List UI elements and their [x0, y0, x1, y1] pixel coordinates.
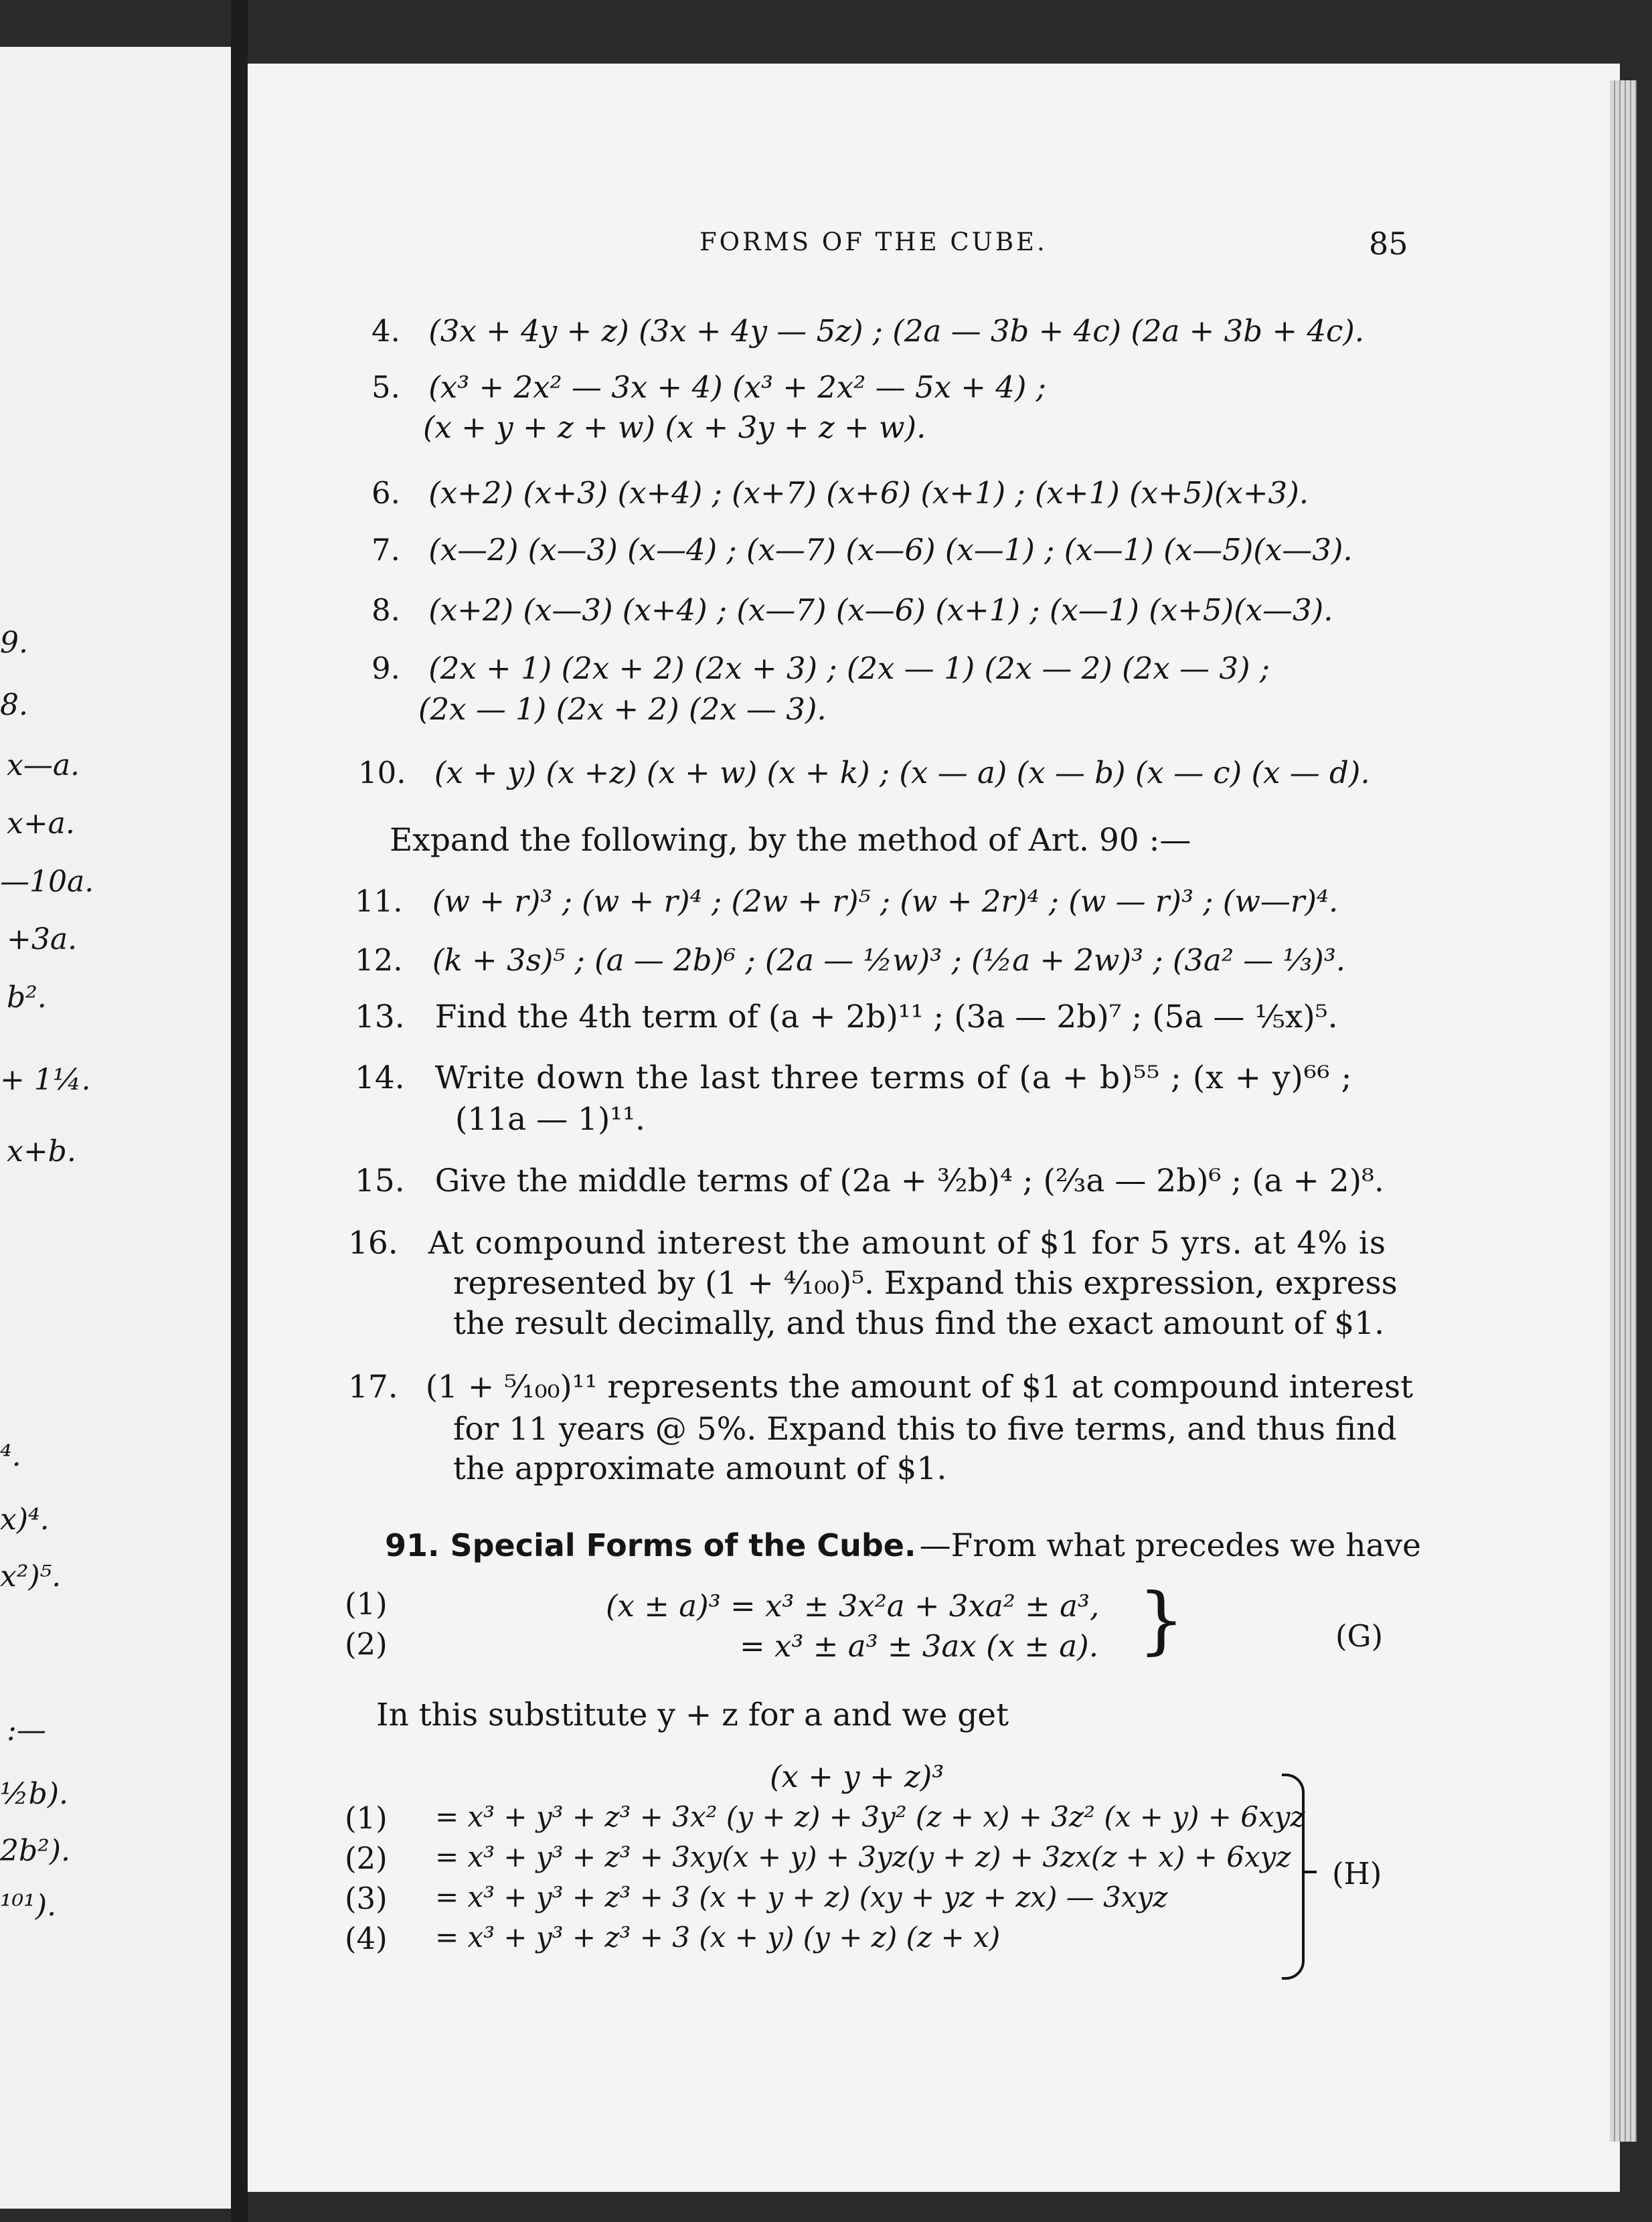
- left-page-fragment: x)⁴.: [0, 1503, 50, 1537]
- exercise-6: [371, 475, 1309, 511]
- problem-number: 12.: [355, 942, 403, 978]
- exercise-9: [371, 651, 1270, 686]
- problem-line: (k + 3s)⁵ ; (a — 2b)⁶ ; (2a — ½w)³ ; (½a + 2w)³ ; (3a² — ⅓)³.: [432, 942, 1346, 978]
- problem-line: for 11 years @ 5%. Expand this to five terms, and thus find: [453, 1411, 1397, 1448]
- book-gutter: [231, 0, 248, 2222]
- left-page-fragment: 2b²).: [0, 1834, 70, 1868]
- problem-line: (11a — 1)¹¹.: [455, 1101, 645, 1138]
- left-page-fragment: ¹⁰¹).: [0, 1889, 57, 1923]
- formula-number: (2): [345, 1841, 388, 1876]
- section-title: 91. Special Forms of the Cube.: [385, 1527, 916, 1563]
- left-page-fragment: 9.: [0, 626, 28, 660]
- formula-h1: = x³ + y³ + z³ + 3x² (y + z) + 3y² (z + x) + 3z² (x + y) + 6xyz: [435, 1800, 1305, 1833]
- exercise-5: [371, 369, 1046, 405]
- problem-line: the result decimally, and thus find the exact amount of $1.: [453, 1305, 1385, 1342]
- exercise-line: (x+2) (x—3) (x+4) ; (x—7) (x—6) (x+1) ; (x—1) (x+5)(x—3).: [428, 592, 1333, 628]
- problem-15: [355, 1163, 1384, 1199]
- problem-number: 15.: [355, 1163, 405, 1199]
- exercise-number: 7.: [371, 532, 400, 568]
- problem-line: At compound interest the amount of $1 for 5 yrs. at 4% is: [428, 1225, 1387, 1262]
- brace-g: }: [1138, 1577, 1185, 1662]
- problem-line: (1 + ⁵⁄₁₀₀)¹¹ represents the amount of $1 at compound interest: [425, 1369, 1413, 1405]
- problem-line: (w + r)³ ; (w + r)⁴ ; (2w + r)⁵ ; (w + 2r)⁴ ; (w — r)³ ; (w—r)⁴.: [432, 883, 1339, 919]
- problem-line: Find the 4th term of (a + 2b)¹¹ ; (3a — 2b)⁷ ; (5a — ⅕x)⁵.: [434, 999, 1338, 1035]
- exercise-number: 6.: [371, 475, 400, 511]
- substitute-text: In this substitute y + z for a and we get: [376, 1697, 1009, 1733]
- problem-16: [348, 1225, 1386, 1262]
- left-page-fragment: x—a.: [7, 748, 80, 782]
- left-page-fragment: :—: [7, 1713, 46, 1747]
- running-title: FORMS OF THE CUBE.: [699, 228, 1048, 256]
- problem-line: Give the middle terms of (2a + ³⁄₂b)⁴ ; (⅔a — 2b)⁶ ; (a + 2)⁸.: [434, 1163, 1384, 1199]
- problem-number: 16.: [348, 1225, 398, 1262]
- exercise-line: (x + y) (x +z) (x + w) (x + k) ; (x — a) (x — b) (x — c) (x — d).: [434, 755, 1370, 790]
- left-page-fragment: ⁴.: [0, 1439, 21, 1473]
- exercise-line: (2x + 1) (2x + 2) (2x + 3) ; (2x — 1) (2x — 2) (2x — 3) ;: [428, 651, 1270, 686]
- exercise-4: [371, 313, 1364, 349]
- bracket-h-tick: [1302, 1871, 1317, 1873]
- section-lead: —From what precedes we have: [919, 1527, 1421, 1564]
- expand-intro: Expand the following, by the method of Art. 90 :—: [390, 822, 1191, 859]
- formula-h4: = x³ + y³ + z³ + 3 (x + y) (y + z) (z + x): [435, 1921, 1001, 1954]
- exercise-line: (2x — 1) (2x + 2) (2x — 3).: [418, 691, 827, 727]
- exercise-number: 8.: [371, 592, 400, 628]
- left-page-fragment: x²)⁵.: [0, 1559, 62, 1594]
- exercise-line: (3x + 4y + z) (3x + 4y — 5z) ; (2a — 3b + 4c) (2a + 3b + 4c).: [428, 313, 1365, 349]
- left-page-fragment: +3a.: [7, 922, 78, 956]
- exercise-10: [358, 755, 1370, 790]
- formula-number: (4): [345, 1921, 388, 1956]
- section-91-heading: [385, 1527, 1421, 1564]
- left-page-fragment: x+a.: [7, 806, 75, 841]
- exercise-7: [371, 532, 1353, 568]
- exercise-number: 5.: [371, 369, 400, 405]
- exercise-line: (x³ + 2x² — 3x + 4) (x³ + 2x² — 5x + 4) ;: [428, 369, 1046, 405]
- formula-g2: = x³ ± a³ ± 3ax (x ± a).: [740, 1628, 1099, 1664]
- formula-g1: (x ± a)³ = x³ ± 3x²a + 3xa² ± a³,: [606, 1588, 1100, 1624]
- formula-label-h: (H): [1332, 1856, 1382, 1891]
- formula-number: (1): [345, 1586, 388, 1622]
- left-page: [0, 47, 238, 2209]
- problem-14: [355, 1059, 1352, 1096]
- problem-number: 14.: [355, 1059, 405, 1096]
- problem-17: [348, 1369, 1413, 1405]
- formula-label-g: (G): [1335, 1618, 1384, 1654]
- exercise-line: (x+2) (x+3) (x+4) ; (x+7) (x+6) (x+1) ; (x+1) (x+5)(x+3).: [428, 475, 1309, 511]
- exercise-number: 9.: [371, 651, 400, 686]
- formula-number: (3): [345, 1881, 388, 1916]
- bracket-h: [1282, 1774, 1305, 1980]
- problem-number: 13.: [355, 999, 405, 1035]
- exercise-number: 10.: [358, 755, 406, 790]
- exercise-line: (x + y + z + w) (x + 3y + z + w).: [423, 410, 926, 445]
- page-edges: [1610, 80, 1637, 2142]
- problem-13: [355, 999, 1338, 1035]
- exercise-line: (x—2) (x—3) (x—4) ; (x—7) (x—6) (x—1) ; (x—1) (x—5)(x—3).: [428, 532, 1353, 568]
- left-page-fragment: + 1¼.: [0, 1063, 91, 1097]
- problem-line: Write down the last three terms of (a + b)⁵⁵ ; (x + y)⁶⁶ ;: [434, 1059, 1353, 1096]
- formula-number: (1): [345, 1800, 388, 1836]
- formula-h2: = x³ + y³ + z³ + 3xy(x + y) + 3yz(y + z) + 3zx(z + x) + 6xyz: [435, 1841, 1291, 1873]
- exercise-8: [371, 592, 1333, 628]
- problem-number: 17.: [348, 1369, 398, 1405]
- left-page-fragment: 8.: [0, 688, 28, 722]
- problem-number: 11.: [355, 883, 403, 919]
- problem-12: [355, 942, 1345, 978]
- left-page-fragment: —10a.: [0, 865, 94, 899]
- problem-line: represented by (1 + ⁴⁄₁₀₀)⁵. Expand this expression, express: [453, 1265, 1398, 1302]
- formula-h3: = x³ + y³ + z³ + 3 (x + y + z) (xy + yz + zx) — 3xyz: [435, 1881, 1168, 1913]
- formula-number: (2): [345, 1626, 388, 1662]
- left-page-fragment: x+b.: [7, 1134, 76, 1169]
- page-number: 85: [1369, 226, 1408, 262]
- problem-11: [355, 883, 1338, 919]
- left-page-fragment: b².: [7, 980, 47, 1015]
- formula-h-head: (x + y + z)³: [770, 1759, 944, 1794]
- left-page-fragment: ½b).: [0, 1777, 68, 1811]
- problem-line: the approximate amount of $1.: [453, 1450, 947, 1487]
- exercise-number: 4.: [371, 313, 400, 349]
